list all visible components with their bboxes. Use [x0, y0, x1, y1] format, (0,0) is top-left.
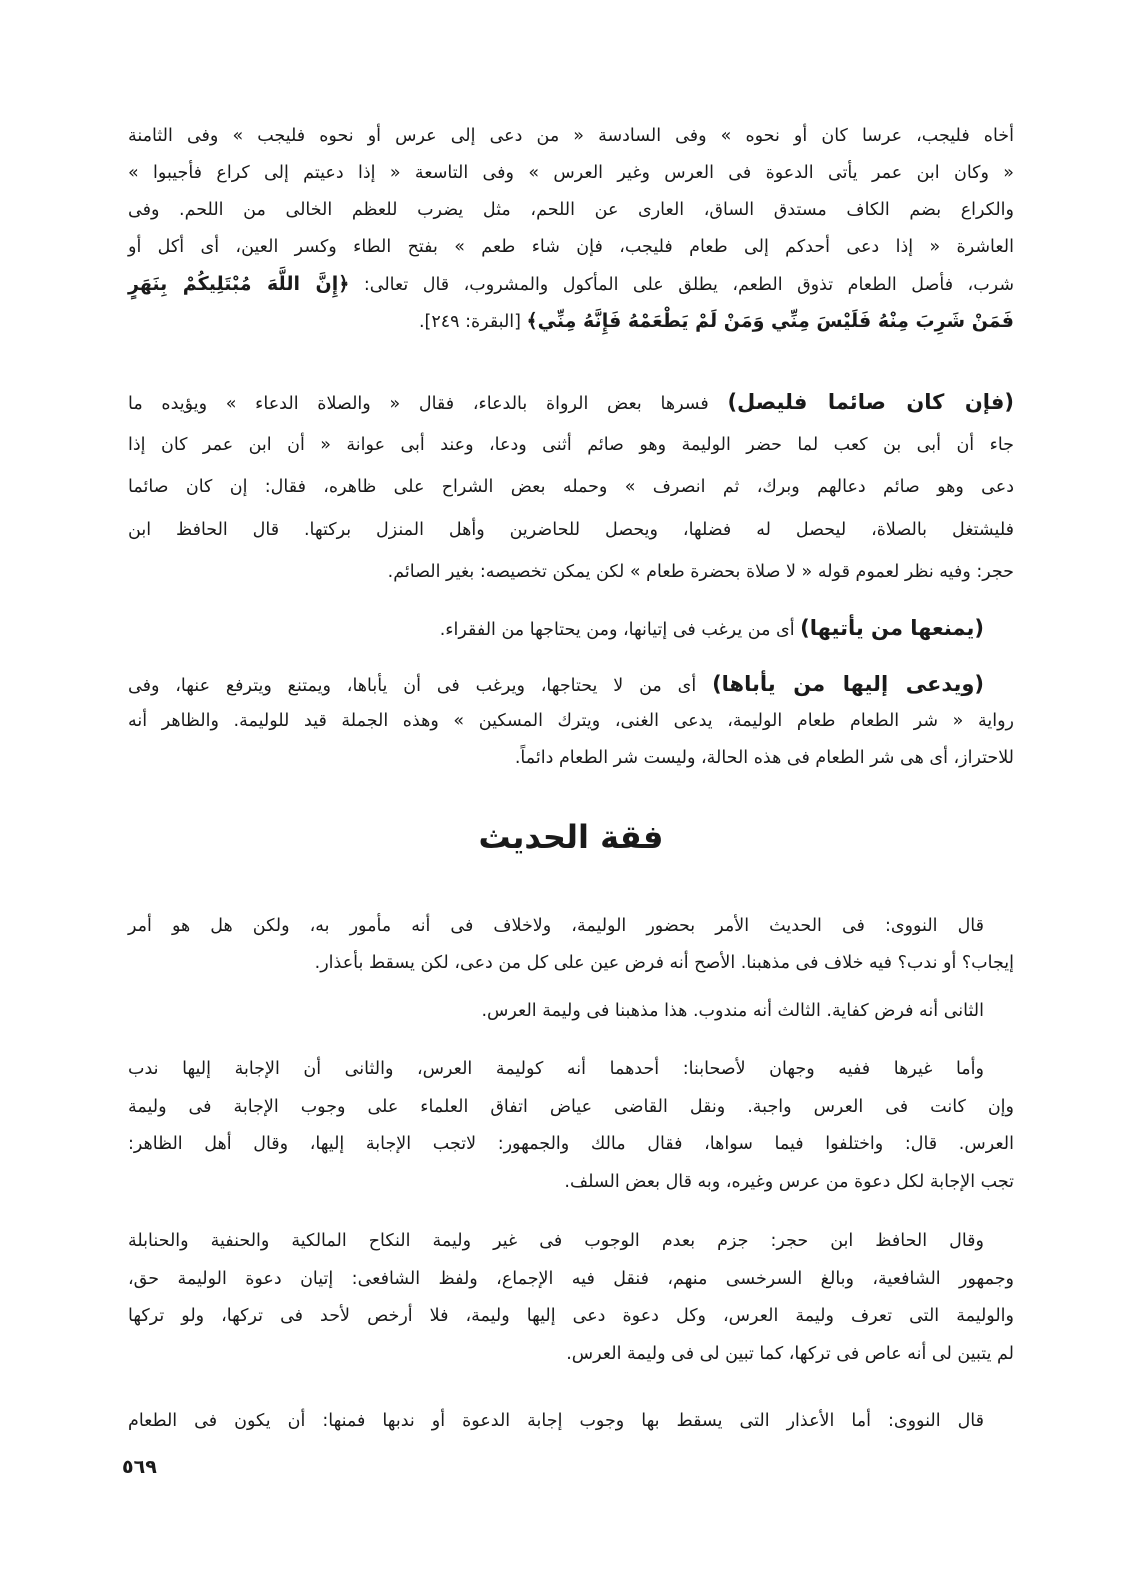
text-segment: شرب، فأصل الطعام تذوق الطعم، يطلق على المأكول والمشروب، قال تعالى:	[349, 275, 1014, 295]
text-line	[128, 908, 1014, 945]
paragraph	[128, 908, 1014, 982]
paragraph	[128, 1223, 1014, 1373]
paragraph	[128, 1403, 1014, 1440]
text-line	[128, 466, 1014, 509]
quran-verse: فَمَنْ شَرِبَ مِنْهُ فَلَيْسَ مِنِّي وَمَنْ لَمْ يَطْعَمْهُ فَإِنَّهُ مِنِّي﴾	[526, 310, 1014, 332]
text-line	[128, 945, 1014, 982]
text-segment: وقال الحافظ ابن حجر: جزم بعدم الوجوب فى غير وليمة النكاح المالكية والحنفية والحنابلة	[128, 1231, 984, 1251]
hadith-phrase: (يمنعها من يأتيها)	[800, 616, 984, 640]
paragraph	[128, 118, 1014, 340]
text-segment: فليشتغل بالصلاة، ليحصل له فضلها، ويحصل للحاضرين وأهل المنزل بركتها. قال الحافظ ابن	[128, 519, 1014, 540]
text-segment: أى من يرغب فى إتيانها، ومن يحتاجها من الفقراء.	[439, 620, 801, 640]
text-segment: والكراع بضم الكاف مستدق الساق، العارى عن اللحم، مثل يضرب للعظم الخالى من اللحم. وفى	[128, 200, 1014, 220]
hadith-phrase: (فإن كان صائما فليصل)	[727, 390, 1014, 414]
text-segment: للاحتراز، أى هى شر الطعام فى هذه الحالة، وليست شر الطعام دائماً.	[514, 748, 1014, 768]
paragraph	[128, 993, 1014, 1030]
text-line	[128, 666, 1014, 703]
text-segment: جاء أن أبى بن كعب لما حضر الوليمة وهو صائم أثنى ودعا، وعند أبى عوانة « أن ابن عمر كان إذا	[128, 434, 1014, 455]
text-segment: وإن كانت فى العرس واجبة. ونقل القاضى عياض اتفاق العلماء على وجوب الإجابة فى وليمة	[128, 1096, 1014, 1117]
text-segment: وجمهور الشافعية، وبالغ السرخسى منهم، فنقل فيه الإجماع، ولفظ الشافعى: إتيان دعوة الوليمة حق،	[128, 1268, 1014, 1289]
text-line	[128, 1126, 1014, 1164]
text-segment: أخاه فليجب، عرسا كان أو نحوه » وفى السادسة « من دعى إلى عرس أو نحوه فليجب » وفى الثامنة	[128, 126, 1014, 146]
hadith-phrase: (ويدعى إليها من يأباها)	[712, 672, 984, 696]
text-line	[128, 509, 1014, 552]
text-segment: فسرها بعض الرواة بالدعاء، فقال « والصلاة الدعاء » ويؤيده ما	[128, 394, 728, 414]
text-line	[128, 303, 1014, 340]
text-segment: والوليمة التى تعرف وليمة العرس، وكل دعوة دعى إليها وليمة، فلا أرخص لأحد فى تركها، ولو تركها	[128, 1306, 1014, 1326]
text-line	[128, 1261, 1014, 1299]
text-segment: [البقرة: ٢٤٩].	[418, 312, 527, 332]
text-segment: رواية « شر الطعام طعام الوليمة، يدعى الغنى، ويترك المسكين » وهذه الجملة قيد للوليمة. والظاهر أنه	[128, 711, 1014, 731]
text-line	[128, 740, 1014, 777]
text-segment: دعى وهو صائم دعالهم وبرك، ثم انصرف » وحمله بعض الشراح على ظاهره، فقال: إن كان صائما	[128, 477, 1014, 497]
section-heading: فقة الحديث	[478, 818, 664, 856]
paragraph	[128, 610, 1014, 647]
text-line	[128, 155, 1014, 192]
text-segment: حجر: وفيه نظر لعموم قوله « لا صلاة بحضرة طعام » لكن يمكن تخصيصه: بغير الصائم.	[387, 562, 1014, 582]
text-line	[128, 118, 1014, 155]
text-line	[128, 1164, 1014, 1202]
text-line	[128, 424, 1014, 467]
text-segment: العرس. قال: واختلفوا فيما سواها، فقال مالك والجمهور: لاتجب الإجابة إليها، وقال أهل الظاهر:	[128, 1134, 1014, 1154]
text-segment: « وكان ابن عمر يأتى الدعوة فى العرس وغير العرس » وفى التاسعة « إذا دعيتم إلى كراع فأجيبوا »	[128, 163, 1014, 183]
page-number: ٥٦٩	[122, 1456, 157, 1478]
text-line	[128, 1089, 1014, 1127]
paragraph	[128, 381, 1014, 594]
text-line	[128, 1403, 1014, 1440]
text-segment: الثانى أنه فرض كفاية. الثالث أنه مندوب. هذا مذهبنا فى وليمة العرس.	[481, 1001, 984, 1021]
text-line	[128, 1051, 1014, 1089]
text-line	[128, 266, 1014, 303]
text-line	[128, 551, 1014, 594]
text-line	[128, 1298, 1014, 1336]
text-line	[128, 1336, 1014, 1374]
paragraph	[128, 666, 1014, 777]
text-segment: إيجاب؟ أو ندب؟ فيه خلاف فى مذهبنا. الأصح أنه فرض عين على كل من دعى، لكن يسقط بأعذار.	[314, 953, 1014, 973]
text-segment: وأما غيرها ففيه وجهان لأصحابنا: أحدهما أنه كوليمة العرس، والثانى أن الإجابة إليها ندب	[128, 1059, 984, 1079]
text-line	[128, 610, 1014, 647]
text-line	[128, 381, 1014, 424]
text-segment: تجب الإجابة لكل دعوة من عرس وغيره، وبه قال بعض السلف.	[564, 1171, 1014, 1192]
text-line	[128, 1223, 1014, 1261]
text-segment: العاشرة « إذا دعى أحدكم إلى طعام فليجب، فإن شاء طعم » بفتح الطاء وكسر العين، أى أكل أو	[128, 237, 1014, 257]
text-line	[128, 703, 1014, 740]
text-line	[128, 192, 1014, 229]
paragraph	[128, 1051, 1014, 1201]
text-segment: قال النووى: فى الحديث الأمر بحضور الوليمة، ولاخلاف فى أنه مأمور به، ولكن هل هو أمر	[128, 916, 984, 936]
text-line	[128, 229, 1014, 266]
text-segment: قال النووى: أما الأعذار التى يسقط بها وجوب إجابة الدعوة أو ندبها فمنها: أن يكون فى الطعام	[128, 1411, 984, 1431]
quran-verse: ﴿إِنَّ اللَّهَ مُبْتَلِيكُمْ بِنَهَرٍ	[128, 273, 350, 295]
text-segment: لم يتبين لى أنه عاص فى تركها، كما تبين لى فى وليمة العرس.	[566, 1343, 1014, 1364]
text-line	[128, 993, 1014, 1030]
text-segment: أى من لا يحتاجها، ويرغب فى أن يأباها، ويمتنع ويترفع عنها، وفى	[128, 676, 713, 696]
